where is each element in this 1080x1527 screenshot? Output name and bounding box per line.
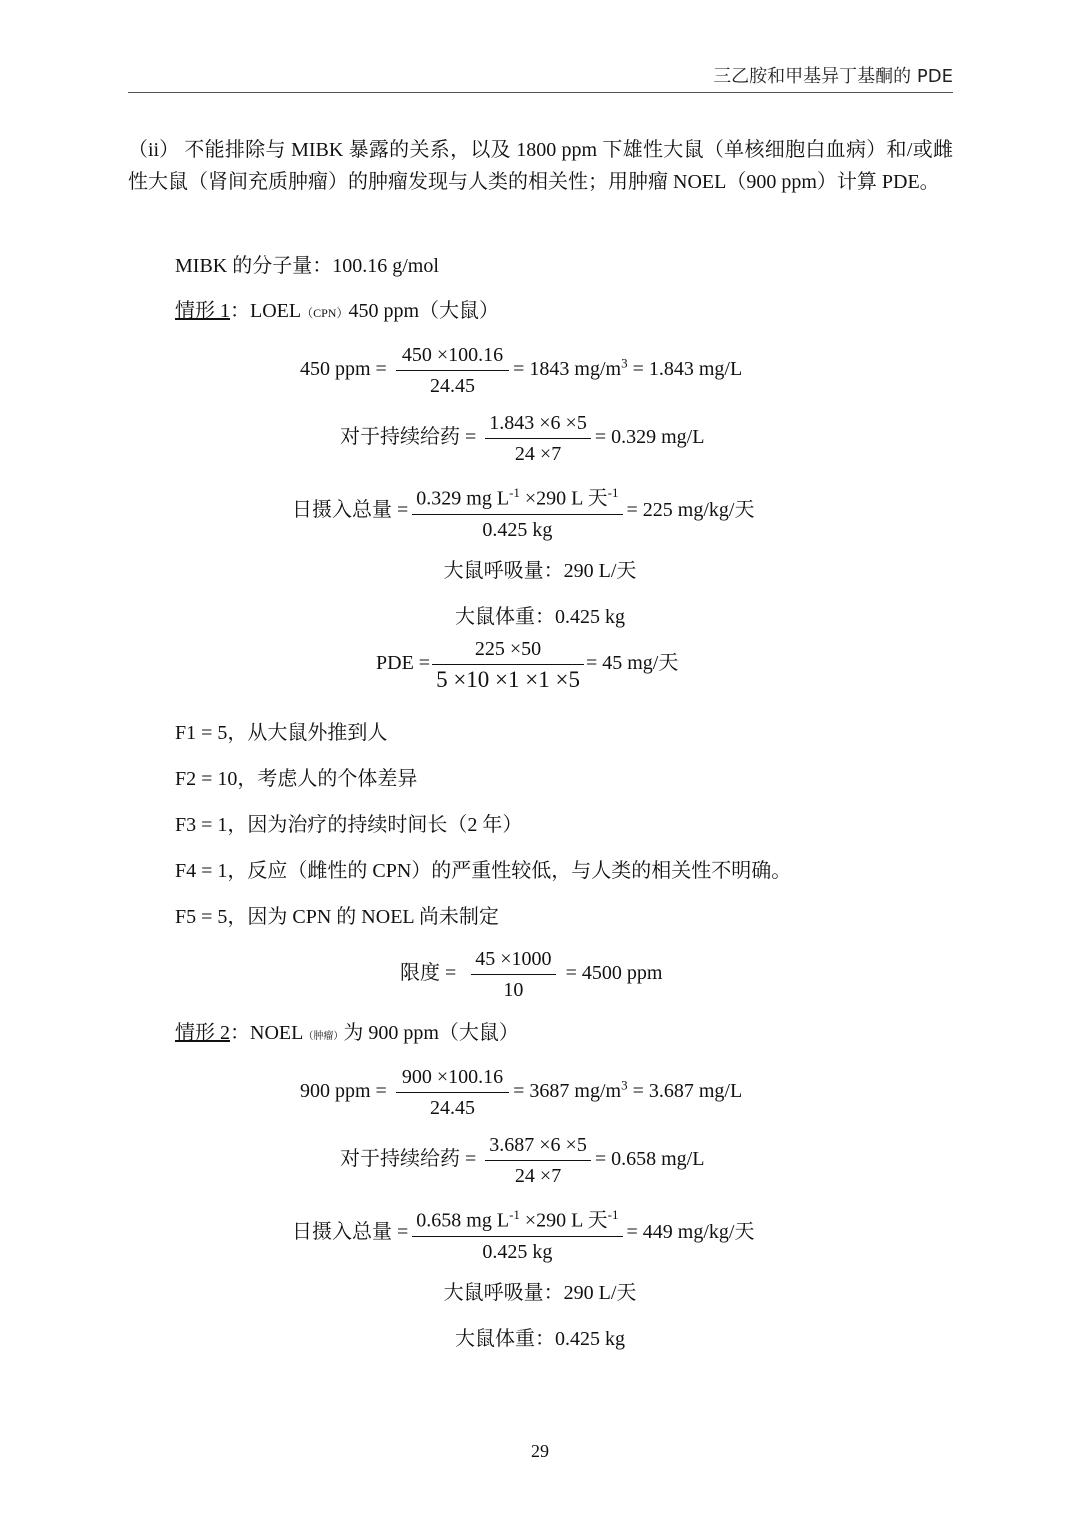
eq-lhs: 日摄入总量 = [292, 498, 409, 521]
eq-rhs: = 45 mg/天 [585, 652, 679, 675]
eq-lhs: 900 ppm = [300, 1080, 387, 1103]
case1-heading-b: 450 ppm（大鼠） [348, 300, 500, 322]
factor-f3: F3 = 1，因为治疗的持续时间长（2 年） [175, 814, 523, 836]
eq-rhs: = 3687 mg/m [513, 1080, 622, 1103]
eq-lhs: 对于持续给药 = [340, 1148, 477, 1171]
eq-rhs: = 449 mg/kg/天 [626, 1220, 755, 1243]
case2-eq-concentration [300, 1062, 742, 1123]
eq-rhs2: = 3.687 mg/L [627, 1080, 743, 1103]
eq-fraction [471, 944, 555, 1005]
case1-heading [175, 294, 499, 323]
page-number: 29 [531, 1441, 549, 1461]
case2-breathing: 大鼠呼吸量：290 L/天 [443, 1282, 637, 1304]
eq-rhs: = 4500 ppm [565, 962, 663, 985]
eq-rhs: = 0.329 mg/L [594, 426, 705, 449]
case1-eq-continuous [340, 408, 704, 469]
eq-rhs: = 0.658 mg/L [594, 1148, 705, 1171]
case1-heading-sub: （CPN） [301, 306, 349, 320]
case2-heading [175, 1016, 519, 1045]
eq-superscript: 3 [621, 1077, 628, 1093]
intro-paragraph [128, 134, 953, 198]
eq-denominator: 24.45 [429, 375, 475, 397]
running-header: 三乙胺和甲基异丁基酮的 PDE [713, 66, 953, 87]
eq-numerator [412, 1200, 622, 1237]
case1-label: 情形 1 [175, 300, 230, 322]
factor-f2: F2 = 10，考虑人的个体差异 [175, 768, 418, 790]
case1-eq-daily-intake [292, 478, 754, 545]
num-sup-2: -1 [607, 1207, 619, 1222]
case2-eq-continuous [340, 1130, 704, 1191]
eq-denominator: 10 [503, 979, 524, 1001]
eq-denominator: 24.45 [429, 1097, 475, 1119]
num-part-b: ×290 L 天 [519, 1209, 608, 1232]
num-sup-1: -1 [509, 1207, 520, 1222]
eq-superscript: 3 [621, 355, 628, 371]
case1-eq-pde [376, 634, 678, 695]
eq-lhs: 450 ppm = [300, 358, 387, 381]
num-sup-2: -1 [607, 485, 619, 500]
case2-heading-a: ：NOEL [230, 1022, 304, 1044]
num-part-a: 0.658 mg L [416, 1209, 510, 1232]
header-rule [128, 92, 953, 93]
eq-rhs: = 1843 mg/m [513, 358, 622, 381]
eq-numerator: 225 ×50 [474, 638, 542, 660]
num-part-b: ×290 L 天 [519, 487, 608, 510]
num-part-a: 0.329 mg L [416, 487, 510, 510]
eq-fraction [396, 1062, 509, 1123]
case2-body-weight: 大鼠体重：0.425 kg [455, 1328, 625, 1350]
eq-numerator: 1.843 ×6 ×5 [485, 408, 591, 439]
eq-numerator [412, 478, 622, 515]
case2-eq-daily-intake [292, 1200, 754, 1267]
eq-lhs: 限度 = [400, 962, 457, 985]
eq-denominator: 0.425 kg [482, 518, 553, 541]
case2-label: 情形 2 [175, 1022, 230, 1044]
limit-equation [400, 944, 662, 1005]
eq-rhs2: = 1.843 mg/L [627, 358, 743, 381]
factor-f4: F4 = 1，反应（雌性的 CPN）的严重性较低，与人类的相关性不明确。 [175, 860, 792, 882]
eq-lhs: 日摄入总量 = [292, 1220, 409, 1243]
eq-rhs: = 225 mg/kg/天 [626, 498, 755, 521]
eq-denominator: 24 ×7 [514, 1165, 562, 1187]
intro-marker: （ii） [128, 139, 180, 161]
num-sup-1: -1 [509, 485, 520, 500]
case1-body-weight: 大鼠体重：0.425 kg [455, 606, 625, 628]
eq-fraction [485, 408, 591, 469]
factor-f1: F1 = 5，从大鼠外推到人 [175, 722, 388, 744]
factor-f5: F5 = 5，因为 CPN 的 NOEL 尚未制定 [175, 906, 499, 928]
case1-breathing: 大鼠呼吸量：290 L/天 [443, 560, 637, 582]
eq-denominator: 0.425 kg [482, 1240, 553, 1263]
eq-denominator: 24 ×7 [514, 443, 562, 465]
eq-lhs: PDE = [376, 652, 431, 675]
molecular-weight: MIBK 的分子量：100.16 g/mol [175, 255, 439, 277]
case1-eq-concentration [300, 340, 742, 401]
eq-fraction [485, 1130, 591, 1191]
eq-numerator: 3.687 ×6 ×5 [485, 1130, 591, 1161]
case2-heading-b: 为 900 ppm（大鼠） [343, 1022, 519, 1044]
eq-numerator: 900 ×100.16 [396, 1062, 509, 1093]
intro-text: 不能排除与 MIBK 暴露的关系，以及 1800 ppm 下雄性大鼠（单核细胞白血病）和/或雌性大鼠（肾间充质肿瘤）的肿瘤发现与人类的相关性；用肿瘤 NOEL（900 ppm）计算 PDE。 [128, 139, 953, 193]
eq-fraction [412, 1200, 622, 1267]
eq-lhs: 对于持续给药 = [340, 426, 477, 449]
eq-fraction [412, 478, 622, 545]
eq-numerator: 45 ×1000 [471, 944, 555, 975]
eq-fraction [396, 340, 509, 401]
case1-heading-a: ：LOEL [230, 300, 302, 322]
eq-denominator: 5 ×10 ×1 ×1 ×5 [432, 664, 584, 695]
eq-numerator: 450 ×100.16 [396, 340, 509, 371]
case2-heading-sub: （肿瘤） [303, 1031, 344, 1042]
eq-fraction [432, 634, 584, 695]
